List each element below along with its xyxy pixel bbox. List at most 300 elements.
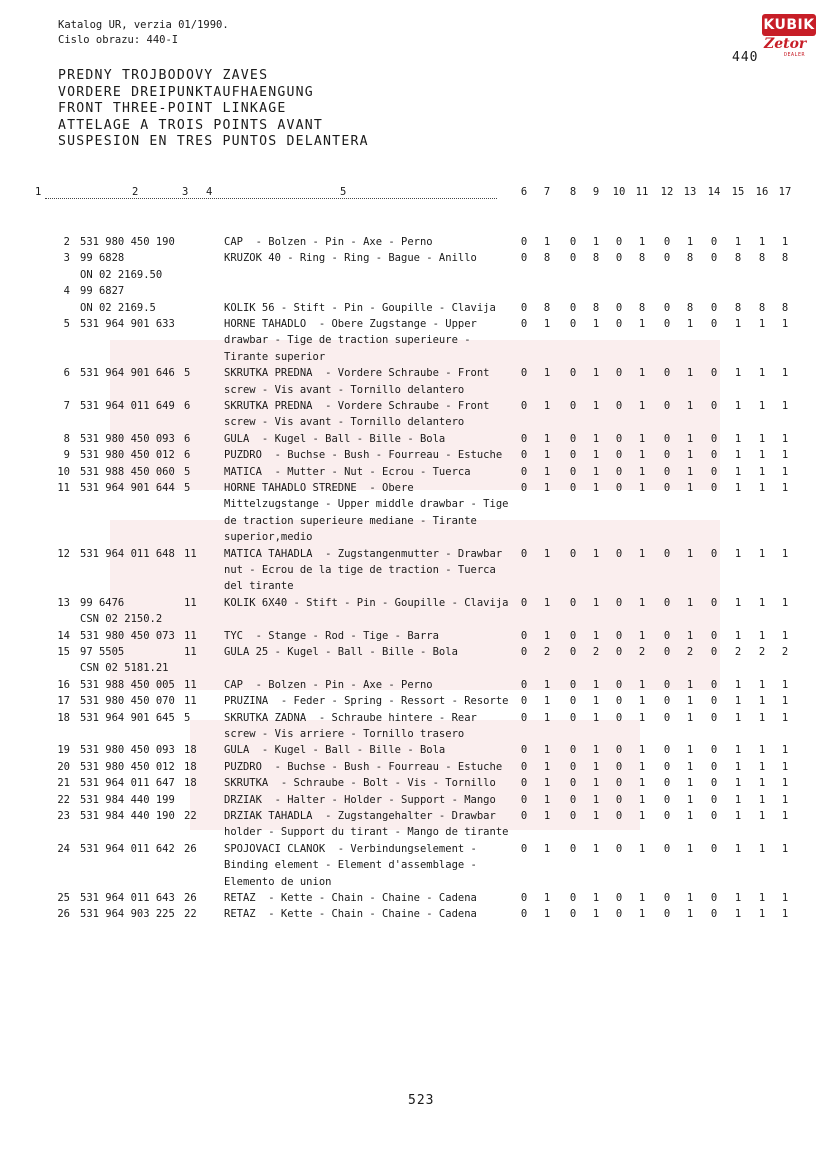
item-number: 10 bbox=[57, 465, 70, 478]
quantity-cell: 1 bbox=[781, 367, 789, 380]
quantity-cell: 0 bbox=[615, 678, 623, 691]
quantity-cell: 0 bbox=[520, 318, 528, 330]
quantity-cell: 2 bbox=[543, 646, 551, 658]
quantity-cell: 1 bbox=[592, 432, 600, 445]
quantity-cell: 1 bbox=[638, 777, 646, 790]
quantity-cell: 1 bbox=[734, 810, 742, 822]
quantity-cell: 1 bbox=[543, 678, 551, 691]
quantity-cell: 1 bbox=[543, 711, 551, 724]
header-dotted-rule bbox=[45, 198, 497, 199]
quantity-cell: 0 bbox=[710, 760, 718, 773]
item-number: 4 bbox=[63, 285, 70, 298]
quantity-cell: 2 bbox=[781, 646, 789, 658]
table-row bbox=[0, 431, 826, 447]
quantity-cell: 0 bbox=[663, 646, 671, 658]
quantity-cell: 0 bbox=[520, 744, 528, 757]
quantity-cell: 0 bbox=[710, 400, 718, 412]
quantity-cell: 1 bbox=[592, 629, 600, 642]
part-number: 531 988 450 060 bbox=[80, 465, 175, 478]
description-line: MATICA - Mutter - Nut - Ecrou - Tuerca bbox=[224, 465, 471, 478]
quantity-cell: 1 bbox=[686, 400, 694, 412]
quantity-cell: 1 bbox=[638, 744, 646, 757]
quantity-cell: 1 bbox=[781, 793, 789, 806]
item-number: 12 bbox=[57, 547, 70, 560]
quantity-cell: 0 bbox=[615, 695, 623, 708]
quantity-cell: 1 bbox=[734, 695, 742, 708]
quantity-cell: 1 bbox=[638, 367, 646, 380]
quantity-cell: 1 bbox=[592, 908, 600, 921]
part-number: 99 6476 bbox=[80, 596, 125, 609]
item-number: 24 bbox=[57, 842, 70, 855]
column-header-13: 13 bbox=[683, 186, 697, 198]
catalog-version: Katalog UR, verzia 01/1990. bbox=[58, 19, 229, 31]
quantity-cell: 0 bbox=[520, 432, 528, 445]
description-line: drawbar - Tige de traction superieure - bbox=[224, 334, 471, 347]
logo-dealer-text: DEALER bbox=[784, 52, 806, 58]
kubik-zetor-logo bbox=[762, 14, 816, 62]
quantity-cell: 1 bbox=[781, 744, 789, 757]
quantity-cell: 0 bbox=[615, 252, 623, 265]
quantity-cell: 1 bbox=[781, 449, 789, 462]
quantity-cell: 1 bbox=[758, 842, 766, 855]
quantity-cell: 1 bbox=[592, 482, 600, 494]
quantity-cell: 8 bbox=[781, 252, 789, 265]
table-row bbox=[0, 644, 826, 677]
item-number: 25 bbox=[57, 892, 70, 904]
quantity-cell: 1 bbox=[592, 596, 600, 609]
quantity-cell: 0 bbox=[569, 301, 577, 314]
description-line: KOLIK 6X40 - Stift - Pin - Goupille - Clavija bbox=[224, 596, 509, 609]
part-number: 531 964 901 646 bbox=[80, 367, 175, 380]
description-line: GULA - Kugel - Ball - Bille - Bola bbox=[224, 744, 446, 757]
group-reference: 6 bbox=[184, 449, 191, 462]
quantity-cell: 1 bbox=[758, 793, 766, 806]
quantity-cell: 8 bbox=[686, 252, 694, 265]
quantity-cell: 1 bbox=[758, 449, 766, 462]
part-number: 531 980 450 070 bbox=[80, 695, 175, 708]
quantity-cell: 1 bbox=[592, 777, 600, 790]
quantity-cell: 0 bbox=[663, 842, 671, 855]
standard-number: ON 02 2169.50 bbox=[80, 268, 163, 281]
item-number: 15 bbox=[57, 646, 70, 658]
quantity-cell: 0 bbox=[663, 318, 671, 330]
quantity-cell: 1 bbox=[638, 678, 646, 691]
quantity-cell: 1 bbox=[638, 400, 646, 412]
quantity-cell: 1 bbox=[781, 711, 789, 724]
quantity-cell: 1 bbox=[734, 711, 742, 724]
part-number: 531 964 901 645 bbox=[80, 711, 175, 724]
quantity-cell: 1 bbox=[543, 465, 551, 478]
description-line: SKRUTKA PREDNA - Vordere Schraube - Front bbox=[224, 400, 490, 412]
quantity-cell: 0 bbox=[663, 367, 671, 380]
quantity-cell: 8 bbox=[592, 252, 600, 265]
group-reference: 11 bbox=[184, 547, 197, 560]
quantity-cell: 1 bbox=[734, 432, 742, 445]
table-row bbox=[0, 447, 826, 463]
quantity-cell: 0 bbox=[615, 547, 623, 560]
description-line: SPOJOVACI CLANOK - Verbindungselement - bbox=[224, 842, 477, 855]
quantity-cell: 1 bbox=[686, 810, 694, 822]
column-header-4: 4 bbox=[206, 186, 213, 198]
quantity-cell: 0 bbox=[520, 449, 528, 462]
part-number: 531 980 450 093 bbox=[80, 432, 175, 445]
description-line: KRUZOK 40 - Ring - Ring - Bague - Anillo bbox=[224, 252, 477, 265]
table-row bbox=[0, 742, 826, 758]
quantity-cell: 0 bbox=[520, 547, 528, 560]
quantity-cell: 1 bbox=[686, 432, 694, 445]
quantity-cell: 0 bbox=[663, 695, 671, 708]
quantity-cell: 1 bbox=[686, 842, 694, 855]
description-line: Tirante superior bbox=[224, 350, 326, 363]
part-number: 97 5505 bbox=[80, 646, 125, 658]
quantity-cell: 0 bbox=[710, 482, 718, 494]
quantity-cell: 1 bbox=[543, 367, 551, 380]
table-row bbox=[0, 464, 826, 480]
quantity-cell: 1 bbox=[734, 236, 742, 248]
quantity-cell: 1 bbox=[592, 892, 600, 904]
quantity-cell: 0 bbox=[569, 908, 577, 921]
quantity-cell: 0 bbox=[615, 596, 623, 609]
quantity-cell: 1 bbox=[781, 547, 789, 560]
quantity-cell: 8 bbox=[781, 301, 789, 314]
quantity-cell: 1 bbox=[758, 465, 766, 478]
quantity-cell: 8 bbox=[758, 301, 766, 314]
quantity-cell: 1 bbox=[734, 629, 742, 642]
item-number: 18 bbox=[57, 711, 70, 724]
quantity-cell: 1 bbox=[781, 482, 789, 494]
quantity-cell: 1 bbox=[592, 449, 600, 462]
quantity-cell: 0 bbox=[569, 777, 577, 790]
table-row bbox=[0, 808, 826, 841]
item-number: 22 bbox=[57, 793, 70, 806]
quantity-cell: 1 bbox=[758, 482, 766, 494]
quantity-cell: 1 bbox=[781, 596, 789, 609]
table-row bbox=[0, 759, 826, 775]
quantity-cell: 0 bbox=[615, 711, 623, 724]
group-reference: 22 bbox=[184, 908, 197, 921]
quantity-cell: 0 bbox=[615, 810, 623, 822]
item-number: 7 bbox=[63, 400, 70, 412]
table-row bbox=[0, 677, 826, 693]
quantity-cell: 1 bbox=[734, 318, 742, 330]
quantity-cell: 0 bbox=[663, 793, 671, 806]
quantity-cell: 8 bbox=[543, 252, 551, 265]
group-reference: 5 bbox=[184, 711, 191, 724]
table-row bbox=[0, 365, 826, 398]
group-reference: 26 bbox=[184, 892, 197, 904]
description-line: PUZDRO - Buchse - Bush - Fourreau - Estuche bbox=[224, 760, 503, 773]
quantity-cell: 0 bbox=[615, 760, 623, 773]
quantity-cell: 8 bbox=[686, 301, 694, 314]
quantity-cell: 1 bbox=[734, 596, 742, 609]
group-reference: 18 bbox=[184, 760, 197, 773]
quantity-cell: 1 bbox=[638, 547, 646, 560]
quantity-cell: 0 bbox=[520, 760, 528, 773]
part-number: 99 6828 bbox=[80, 252, 125, 265]
part-number: 531 980 450 073 bbox=[80, 629, 175, 642]
quantity-cell: 2 bbox=[686, 646, 694, 658]
part-number: 99 6827 bbox=[80, 285, 125, 298]
item-number: 20 bbox=[57, 760, 70, 773]
quantity-cell: 1 bbox=[543, 908, 551, 921]
table-row bbox=[0, 693, 826, 709]
column-header-14: 14 bbox=[707, 186, 721, 198]
quantity-cell: 1 bbox=[734, 892, 742, 904]
table-row bbox=[0, 546, 826, 595]
quantity-cell: 1 bbox=[638, 449, 646, 462]
description-line: DRZIAK TAHADLA - Zugstangehalter - Drawbar bbox=[224, 810, 496, 822]
quantity-cell: 0 bbox=[569, 318, 577, 330]
item-number: 17 bbox=[57, 695, 70, 708]
quantity-cell: 0 bbox=[520, 678, 528, 691]
table-row bbox=[0, 398, 826, 431]
quantity-cell: 0 bbox=[520, 252, 528, 265]
quantity-cell: 1 bbox=[543, 318, 551, 330]
quantity-cell: 1 bbox=[592, 810, 600, 822]
quantity-cell: 0 bbox=[710, 678, 718, 691]
table-row bbox=[0, 890, 826, 906]
description-line: MATICA TAHADLA - Zugstangenmutter - Drawbar bbox=[224, 547, 503, 560]
quantity-cell: 8 bbox=[638, 252, 646, 265]
group-reference: 18 bbox=[184, 744, 197, 757]
quantity-cell: 0 bbox=[615, 400, 623, 412]
quantity-cell: 1 bbox=[686, 678, 694, 691]
quantity-cell: 2 bbox=[592, 646, 600, 658]
column-header-16: 16 bbox=[755, 186, 769, 198]
quantity-cell: 0 bbox=[615, 465, 623, 478]
description-line: RETAZ - Kette - Chain - Chaine - Cadena bbox=[224, 908, 477, 921]
quantity-cell: 0 bbox=[520, 482, 528, 494]
image-number: Cislo obrazu: 440-I bbox=[58, 34, 179, 46]
group-reference: 6 bbox=[184, 432, 191, 445]
quantity-cell: 1 bbox=[781, 432, 789, 445]
quantity-cell: 0 bbox=[710, 646, 718, 658]
group-reference: 6 bbox=[184, 400, 191, 412]
quantity-cell: 8 bbox=[592, 301, 600, 314]
table-row bbox=[0, 628, 826, 644]
quantity-cell: 0 bbox=[710, 842, 718, 855]
part-number: 531 984 440 190 bbox=[80, 810, 175, 822]
quantity-cell: 1 bbox=[734, 400, 742, 412]
document-header bbox=[58, 18, 229, 48]
quantity-cell: 1 bbox=[758, 711, 766, 724]
quantity-cell: 1 bbox=[734, 777, 742, 790]
group-reference: 5 bbox=[184, 367, 191, 380]
table-row bbox=[0, 316, 826, 365]
logo-kubik-text: KUBIK bbox=[762, 14, 816, 36]
quantity-cell: 0 bbox=[615, 892, 623, 904]
quantity-cell: 0 bbox=[663, 629, 671, 642]
quantity-cell: 1 bbox=[592, 367, 600, 380]
quantity-cell: 0 bbox=[569, 482, 577, 494]
quantity-cell: 0 bbox=[663, 777, 671, 790]
quantity-cell: 1 bbox=[543, 400, 551, 412]
quantity-cell: 1 bbox=[781, 465, 789, 478]
quantity-cell: 1 bbox=[758, 744, 766, 757]
quantity-cell: 1 bbox=[781, 629, 789, 642]
quantity-cell: 0 bbox=[569, 367, 577, 380]
quantity-cell: 1 bbox=[543, 482, 551, 494]
quantity-cell: 1 bbox=[686, 318, 694, 330]
quantity-cell: 0 bbox=[569, 810, 577, 822]
quantity-cell: 1 bbox=[686, 236, 694, 248]
quantity-cell: 0 bbox=[569, 400, 577, 412]
title-french: ATTELAGE A TROIS POINTS AVANT bbox=[58, 117, 324, 133]
quantity-cell: 0 bbox=[615, 793, 623, 806]
description-line: del tirante bbox=[224, 580, 294, 593]
title-english: FRONT THREE-POINT LINKAGE bbox=[58, 101, 287, 117]
table-row bbox=[0, 792, 826, 808]
description-line: SKRUTKA PREDNA - Vordere Schraube - Front bbox=[224, 367, 490, 380]
quantity-cell: 1 bbox=[734, 449, 742, 462]
quantity-cell: 0 bbox=[569, 711, 577, 724]
column-header-11: 11 bbox=[635, 186, 649, 198]
quantity-cell: 1 bbox=[543, 596, 551, 609]
group-reference: 22 bbox=[184, 810, 197, 822]
description-line: de traction superieure mediane - Tirante bbox=[224, 514, 477, 527]
part-number: 531 980 450 012 bbox=[80, 760, 175, 773]
quantity-cell: 0 bbox=[569, 793, 577, 806]
part-number: 531 984 440 199 bbox=[80, 793, 175, 806]
quantity-cell: 1 bbox=[758, 760, 766, 773]
quantity-cell: 1 bbox=[592, 547, 600, 560]
quantity-cell: 0 bbox=[663, 547, 671, 560]
description-line: SKRUTKA ZADNA - Schraube hintere - Rear bbox=[224, 711, 477, 724]
quantity-cell: 1 bbox=[543, 629, 551, 642]
column-header-9: 9 bbox=[592, 186, 600, 198]
quantity-cell: 1 bbox=[638, 810, 646, 822]
quantity-cell: 0 bbox=[569, 646, 577, 658]
quantity-cell: 1 bbox=[734, 547, 742, 560]
quantity-cell: 0 bbox=[615, 236, 623, 248]
description-line: holder - Support du tirant - Mango de tirante bbox=[224, 826, 509, 839]
description-line: RETAZ - Kette - Chain - Chaine - Cadena bbox=[224, 892, 477, 904]
quantity-cell: 1 bbox=[734, 842, 742, 855]
quantity-cell: 0 bbox=[663, 678, 671, 691]
quantity-cell: 1 bbox=[758, 777, 766, 790]
quantity-cell: 0 bbox=[520, 646, 528, 658]
description-line: Mittelzugstange - Upper middle drawbar - Tige bbox=[224, 498, 509, 511]
standard-number: CSN 02 2150.2 bbox=[80, 613, 163, 626]
quantity-cell: 0 bbox=[710, 432, 718, 445]
description-line: screw - Vis arriere - Tornillo trasero bbox=[224, 727, 465, 740]
quantity-cell: 0 bbox=[710, 629, 718, 642]
quantity-cell: 1 bbox=[592, 793, 600, 806]
quantity-cell: 1 bbox=[686, 777, 694, 790]
description-line: screw - Vis avant - Tornillo delantero bbox=[224, 416, 465, 429]
quantity-cell: 0 bbox=[569, 629, 577, 642]
group-reference: 26 bbox=[184, 842, 197, 855]
quantity-cell: 1 bbox=[543, 547, 551, 560]
quantity-cell: 1 bbox=[686, 465, 694, 478]
description-line: nut - Ecrou de la tige de traction - Tuerca bbox=[224, 563, 496, 576]
quantity-cell: 0 bbox=[520, 400, 528, 412]
quantity-cell: 0 bbox=[710, 252, 718, 265]
quantity-cell: 0 bbox=[615, 744, 623, 757]
quantity-cell: 1 bbox=[686, 629, 694, 642]
quantity-cell: 2 bbox=[638, 646, 646, 658]
description-line: CAP - Bolzen - Pin - Axe - Perno bbox=[224, 678, 433, 691]
title-block bbox=[58, 68, 369, 151]
item-number: 8 bbox=[63, 432, 70, 445]
quantity-cell: 0 bbox=[663, 810, 671, 822]
quantity-cell: 0 bbox=[520, 236, 528, 248]
column-header-12: 12 bbox=[660, 186, 674, 198]
quantity-cell: 0 bbox=[710, 908, 718, 921]
description-line: superior,medio bbox=[224, 531, 313, 544]
quantity-cell: 1 bbox=[686, 793, 694, 806]
quantity-cell: 0 bbox=[710, 810, 718, 822]
quantity-cell: 0 bbox=[710, 695, 718, 708]
quantity-cell: 0 bbox=[520, 301, 528, 314]
table-row bbox=[0, 595, 826, 628]
quantity-cell: 1 bbox=[543, 842, 551, 855]
description-line: KOLIK 56 - Stift - Pin - Goupille - Clavija bbox=[224, 301, 496, 314]
column-header-6: 6 bbox=[520, 186, 528, 198]
quantity-cell: 1 bbox=[638, 465, 646, 478]
quantity-cell: 1 bbox=[638, 760, 646, 773]
quantity-cell: 0 bbox=[615, 777, 623, 790]
quantity-cell: 8 bbox=[638, 301, 646, 314]
quantity-cell: 1 bbox=[686, 711, 694, 724]
quantity-cell: 1 bbox=[758, 892, 766, 904]
description-line: CAP - Bolzen - Pin - Axe - Perno bbox=[224, 236, 433, 248]
quantity-cell: 1 bbox=[543, 810, 551, 822]
quantity-cell: 1 bbox=[686, 760, 694, 773]
quantity-cell: 0 bbox=[569, 596, 577, 609]
quantity-cell: 1 bbox=[638, 711, 646, 724]
quantity-cell: 0 bbox=[710, 596, 718, 609]
quantity-cell: 0 bbox=[569, 432, 577, 445]
standard-number: ON 02 2169.5 bbox=[80, 301, 156, 314]
quantity-cell: 0 bbox=[615, 842, 623, 855]
part-number: 531 964 011 649 bbox=[80, 400, 175, 412]
quantity-cell: 1 bbox=[781, 236, 789, 248]
quantity-cell: 1 bbox=[758, 367, 766, 380]
quantity-cell: 1 bbox=[734, 760, 742, 773]
quantity-cell: 0 bbox=[520, 908, 528, 921]
quantity-cell: 1 bbox=[543, 236, 551, 248]
table-row bbox=[0, 841, 826, 890]
column-header-10: 10 bbox=[612, 186, 626, 198]
quantity-cell: 1 bbox=[592, 678, 600, 691]
quantity-cell: 1 bbox=[686, 482, 694, 494]
quantity-cell: 0 bbox=[663, 236, 671, 248]
quantity-cell: 0 bbox=[520, 629, 528, 642]
quantity-cell: 1 bbox=[758, 596, 766, 609]
quantity-cell: 0 bbox=[520, 793, 528, 806]
quantity-cell: 0 bbox=[615, 646, 623, 658]
quantity-cell: 0 bbox=[710, 711, 718, 724]
logo-zetor-text: Zetor bbox=[764, 36, 807, 52]
item-number: 26 bbox=[57, 908, 70, 921]
quantity-cell: 0 bbox=[520, 810, 528, 822]
quantity-cell: 0 bbox=[663, 465, 671, 478]
part-number: 531 980 450 012 bbox=[80, 449, 175, 462]
quantity-cell: 0 bbox=[569, 744, 577, 757]
quantity-cell: 1 bbox=[734, 367, 742, 380]
table-row bbox=[0, 283, 826, 316]
quantity-cell: 1 bbox=[638, 695, 646, 708]
quantity-cell: 1 bbox=[543, 695, 551, 708]
quantity-cell: 0 bbox=[663, 301, 671, 314]
group-reference: 11 bbox=[184, 646, 197, 658]
quantity-cell: 0 bbox=[663, 400, 671, 412]
quantity-cell: 0 bbox=[663, 744, 671, 757]
group-reference: 11 bbox=[184, 629, 197, 642]
quantity-cell: 0 bbox=[615, 301, 623, 314]
description-line: TYC - Stange - Rod - Tige - Barra bbox=[224, 629, 439, 642]
